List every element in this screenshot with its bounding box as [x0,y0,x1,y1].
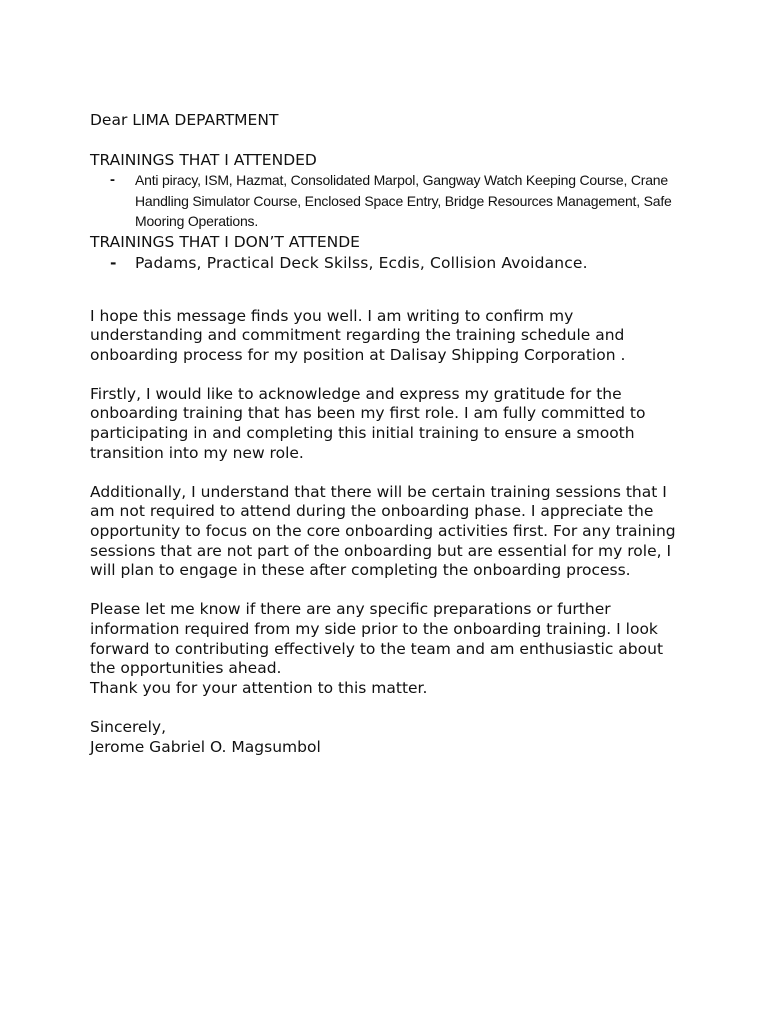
not-attended-heading: TRAININGS THAT I DON’T ATTENDE [90,232,360,251]
paragraph-gratitude: Firstly, I would like to acknowledge and express my gratitude for the onboarding training that has been my first role. I am fully committed to participating in and completing this initial training to ensure a smooth transition into my new role. [90,384,646,462]
salutation: Dear LIMA DEPARTMENT [90,111,279,129]
bullet-dash: - [110,171,115,188]
spacer [90,365,690,385]
signature-name: Jerome Gabriel O. Magsumbol [90,737,321,756]
bullet-dash: - [110,253,117,272]
paragraph-thanks: Thank you for your attention to this matter. [90,678,428,697]
spacer [90,698,690,718]
not-attended-items-text: Padams, Practical Deck Skilss, Ecdis, Collision Avoidance. [135,253,588,272]
list-item [90,170,680,232]
attended-heading: TRAININGS THAT I ATTENDED [90,151,317,169]
spacer [90,274,690,307]
list-item [90,252,690,274]
spacer [90,463,690,483]
paragraph-intro: I hope this message finds you well. I am writing to confirm my understanding and commitment regarding the training schedule and onboarding process for my position at Dalisay Shipping Corporation . [90,306,626,364]
attended-items-text: Anti piracy, ISM, Hazmat, Consolidated Marpol, Gangway Watch Keeping Course, Crane Handling Simulator Course, Enclosed Space Entry, Bridge Resources Management, Safe Mooring Operations. [135,172,672,229]
not-attended-list [90,252,690,274]
closing: Sincerely, [90,717,167,736]
attended-list [90,170,690,232]
letter-body [90,110,690,757]
paragraph-request: Please let me know if there are any specific preparations or further information required from my side prior to the onboarding training. I look forward to contributing effectively to the team and am enthusiastic about the opportunities ahead. [90,600,664,678]
paragraph-additional: Additionally, I understand that there will be certain training sessions that I am not required to attend during the onboarding phase. I appreciate the opportunity to focus on the core onboarding activities first. For any training sessions that are not part of the onboarding but are essential for my role, I will plan to engage in these after completing the onboarding process. [90,482,676,580]
spacer [90,581,690,601]
